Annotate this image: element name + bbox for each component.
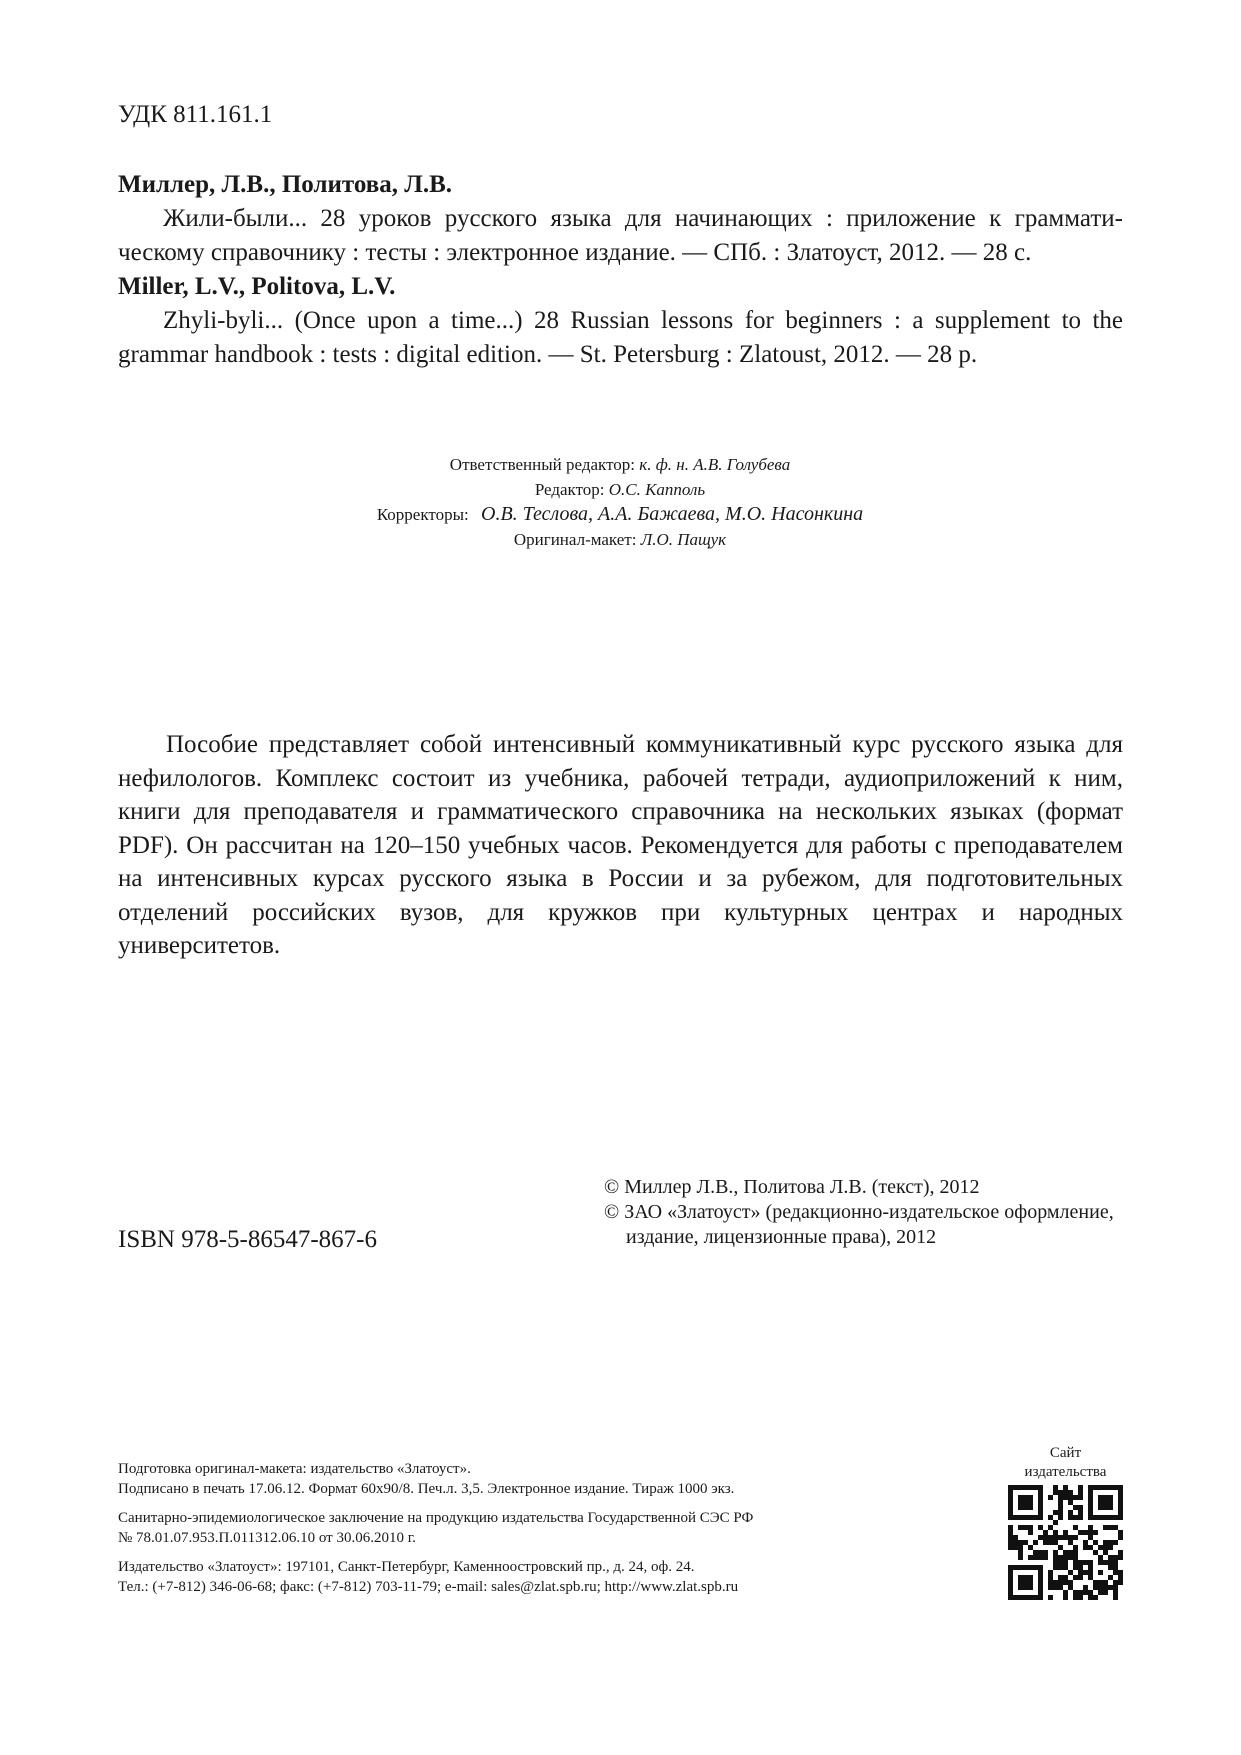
credit-name: О.С. Капполь: [608, 480, 706, 499]
bibliographic-entry-en: [118, 270, 1123, 372]
imprint-sanitary-text: Санитарно-эпидемиологическое заключение на продукцию издательства Государственной СЭС РФ: [118, 1510, 754, 1526]
imprint-block: [118, 1459, 918, 1606]
credit-name: к. ф. н. А.В. Голубева: [639, 455, 791, 474]
imprint-phone-email: Тел.: (+7-812) 346-06-68; факс: (+7-812) 703-11-79; e-mail: sales@zlat.spb.ru; http://www.zlat.spb.ru: [118, 1579, 739, 1595]
copyright-block: [604, 1175, 1123, 1250]
isbn: ISBN 978-5-86547-867-6: [118, 1226, 378, 1253]
copyright-line-publisher: © ЗАО «Златоуст» (редакционно-издательское оформление, издание, лицензионные права), 2012: [604, 1201, 1114, 1248]
credit-layout: [300, 527, 940, 552]
credit-label: Редактор:: [534, 480, 605, 499]
qr-block: [1008, 1444, 1123, 1600]
description-en: Zhyli-byli... (Once upon a time...) 28 Russian lessons for beginners : a supplement to the grammar handbook : tests : digital edition. — St. Petersburg : Zlatoust, 2012. — 28 p.: [118, 307, 1123, 368]
credit-name: Л.О. Пащук: [640, 530, 727, 549]
udk-code: УДК 811.161.1: [118, 101, 273, 128]
credit-label: Оригинал-макет:: [513, 530, 637, 549]
bibliographic-entry-ru: [118, 168, 1123, 270]
imprint-prep: Подготовка оригинал-макета: издательство «Златоуст».: [118, 1461, 471, 1477]
authors-ru: Миллер, Л.В., Политова, Л.В.: [118, 171, 453, 198]
annotation-paragraph: Пособие представляет собой интенсивный коммуникативный курс русского языка для нефилологов. Комплекс состоит из учебника, рабочей тетради, аудиоприложений к ним, книги для преподавателя и грамматического справочника на нескольких языках (формат PDF). Он рассчитан на 120–150 учебных часов. Рекомендуется для работы с преподавателем на интенсивных курсах русского языка в России и за рубежом, для подготовительных отделений российских вузов, для кружков при культурных центрах и народных университетов.: [118, 731, 1123, 959]
imprint-contacts: [118, 1557, 918, 1597]
imprint-sanitary-number: № 78.01.07.953.П.011312.06.10 от 30.06.2010 г.: [118, 1530, 416, 1546]
description-ru: Жили-были... 28 уроков русского языка для начинающих : приложение к грамматическому справочнику : тесты : электронное издание. — СПб. : Златоуст, 2012. — 28 с.: [118, 205, 1123, 266]
credits-block: [300, 452, 940, 552]
qr-label-line1: Сайт: [1049, 1445, 1082, 1461]
imprint-sanitary: [118, 1508, 918, 1548]
authors-en: Miller, L.V., Politova, L.V.: [118, 273, 396, 300]
credit-label: Корректоры:: [376, 505, 469, 524]
credit-proofreaders: [300, 502, 940, 527]
imprint-production: [118, 1459, 918, 1499]
credit-name: О.В. Теслова, А.А. Бажаева, М.О. Насонкина: [481, 503, 864, 525]
qr-code-icon[interactable]: [1008, 1485, 1123, 1600]
imprint-signed: Подписано в печать 17.06.12. Формат 60х90/8. Печ.л. 3,5. Электронное издание. Тираж 1000 экз.: [118, 1481, 735, 1497]
credit-chief-editor: [300, 452, 940, 477]
copyright-line-authors: © Миллер Л.В., Политова Л.В. (текст), 2012: [604, 1176, 980, 1198]
credit-label: Ответственный редактор:: [449, 455, 636, 474]
qr-label: [1008, 1444, 1123, 1482]
imprint-address: Издательство «Златоуст»: 197101, Санкт-Петербург, Каменноостровский пр., д. 24, оф. 24.: [118, 1559, 695, 1575]
credit-editor: [300, 477, 940, 502]
qr-label-line2: издательства: [1024, 1464, 1107, 1480]
